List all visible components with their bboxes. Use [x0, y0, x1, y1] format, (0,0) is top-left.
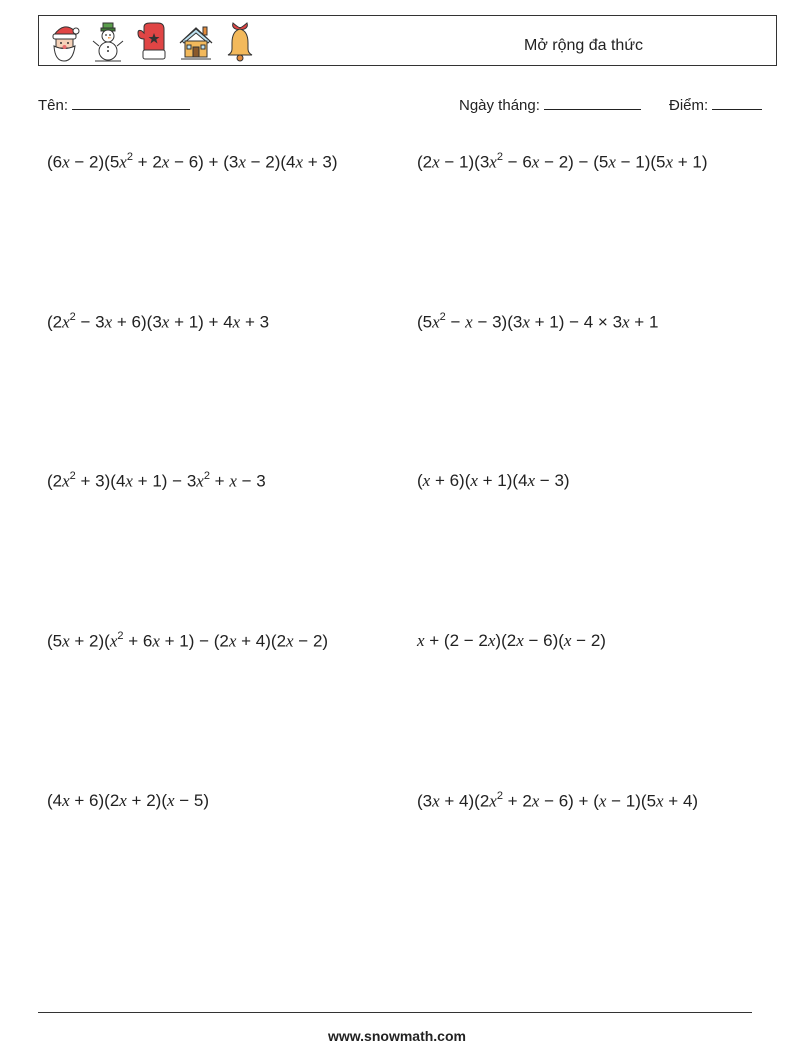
mitten-icon	[133, 19, 171, 63]
name-blank[interactable]	[72, 95, 190, 110]
problem-8: x + (2 − 2x)(2x − 6)(x − 2)	[417, 631, 606, 650]
header-icons	[45, 19, 259, 63]
date-label: Ngày tháng:	[459, 97, 540, 114]
problem-5: $(2x^2 + 3)(4x + 1) - 3x^2 + x - 3$	[47, 470, 266, 491]
score-blank[interactable]	[712, 95, 762, 110]
bell-icon	[221, 19, 259, 63]
worksheet-header	[38, 15, 777, 66]
snowman-icon	[89, 19, 127, 63]
problem-3: $(2x^2 - 3x + 6)(3x + 1) + 4x + 3$	[47, 311, 270, 332]
name-label: Tên:	[38, 97, 69, 114]
problem-1: $(6x - 2)(5x^2 + 2x - 6) + (3x - 2)(4x + 3)$	[47, 151, 338, 172]
problem-6: (x + 6)(x + 1)(4x − 3)	[417, 471, 570, 490]
footer-url[interactable]: www.snowmath.com	[328, 1028, 466, 1044]
problem-7: $(5x + 2)(x^2 + 6x + 1) - (2x + 4)(2x - 2)$	[47, 630, 329, 651]
santa-icon	[45, 19, 83, 63]
problem-9: (4x + 6)(2x + 2)(x − 5)	[47, 791, 210, 810]
name-field[interactable]	[38, 95, 190, 114]
problem-2: $(2x - 1)(3x^2 - 6x - 2) - (5x - 1)(5x + 1)$	[417, 151, 708, 172]
footer-divider	[38, 1012, 752, 1013]
problem-4: $(5x^2 - x - 3)(3x + 1) - 4 \times 3x + 1$	[417, 311, 659, 332]
house-icon	[177, 19, 215, 63]
problem-10: $(3x + 4)(2x^2 + 2x - 6) + (x - 1)(5x + 4)$	[417, 790, 699, 811]
score-label: Điểm:	[669, 97, 709, 114]
score-field[interactable]	[669, 95, 762, 114]
date-blank[interactable]	[544, 95, 641, 110]
worksheet-title: Mở rộng đa thức	[524, 37, 644, 54]
date-field[interactable]	[459, 95, 641, 114]
